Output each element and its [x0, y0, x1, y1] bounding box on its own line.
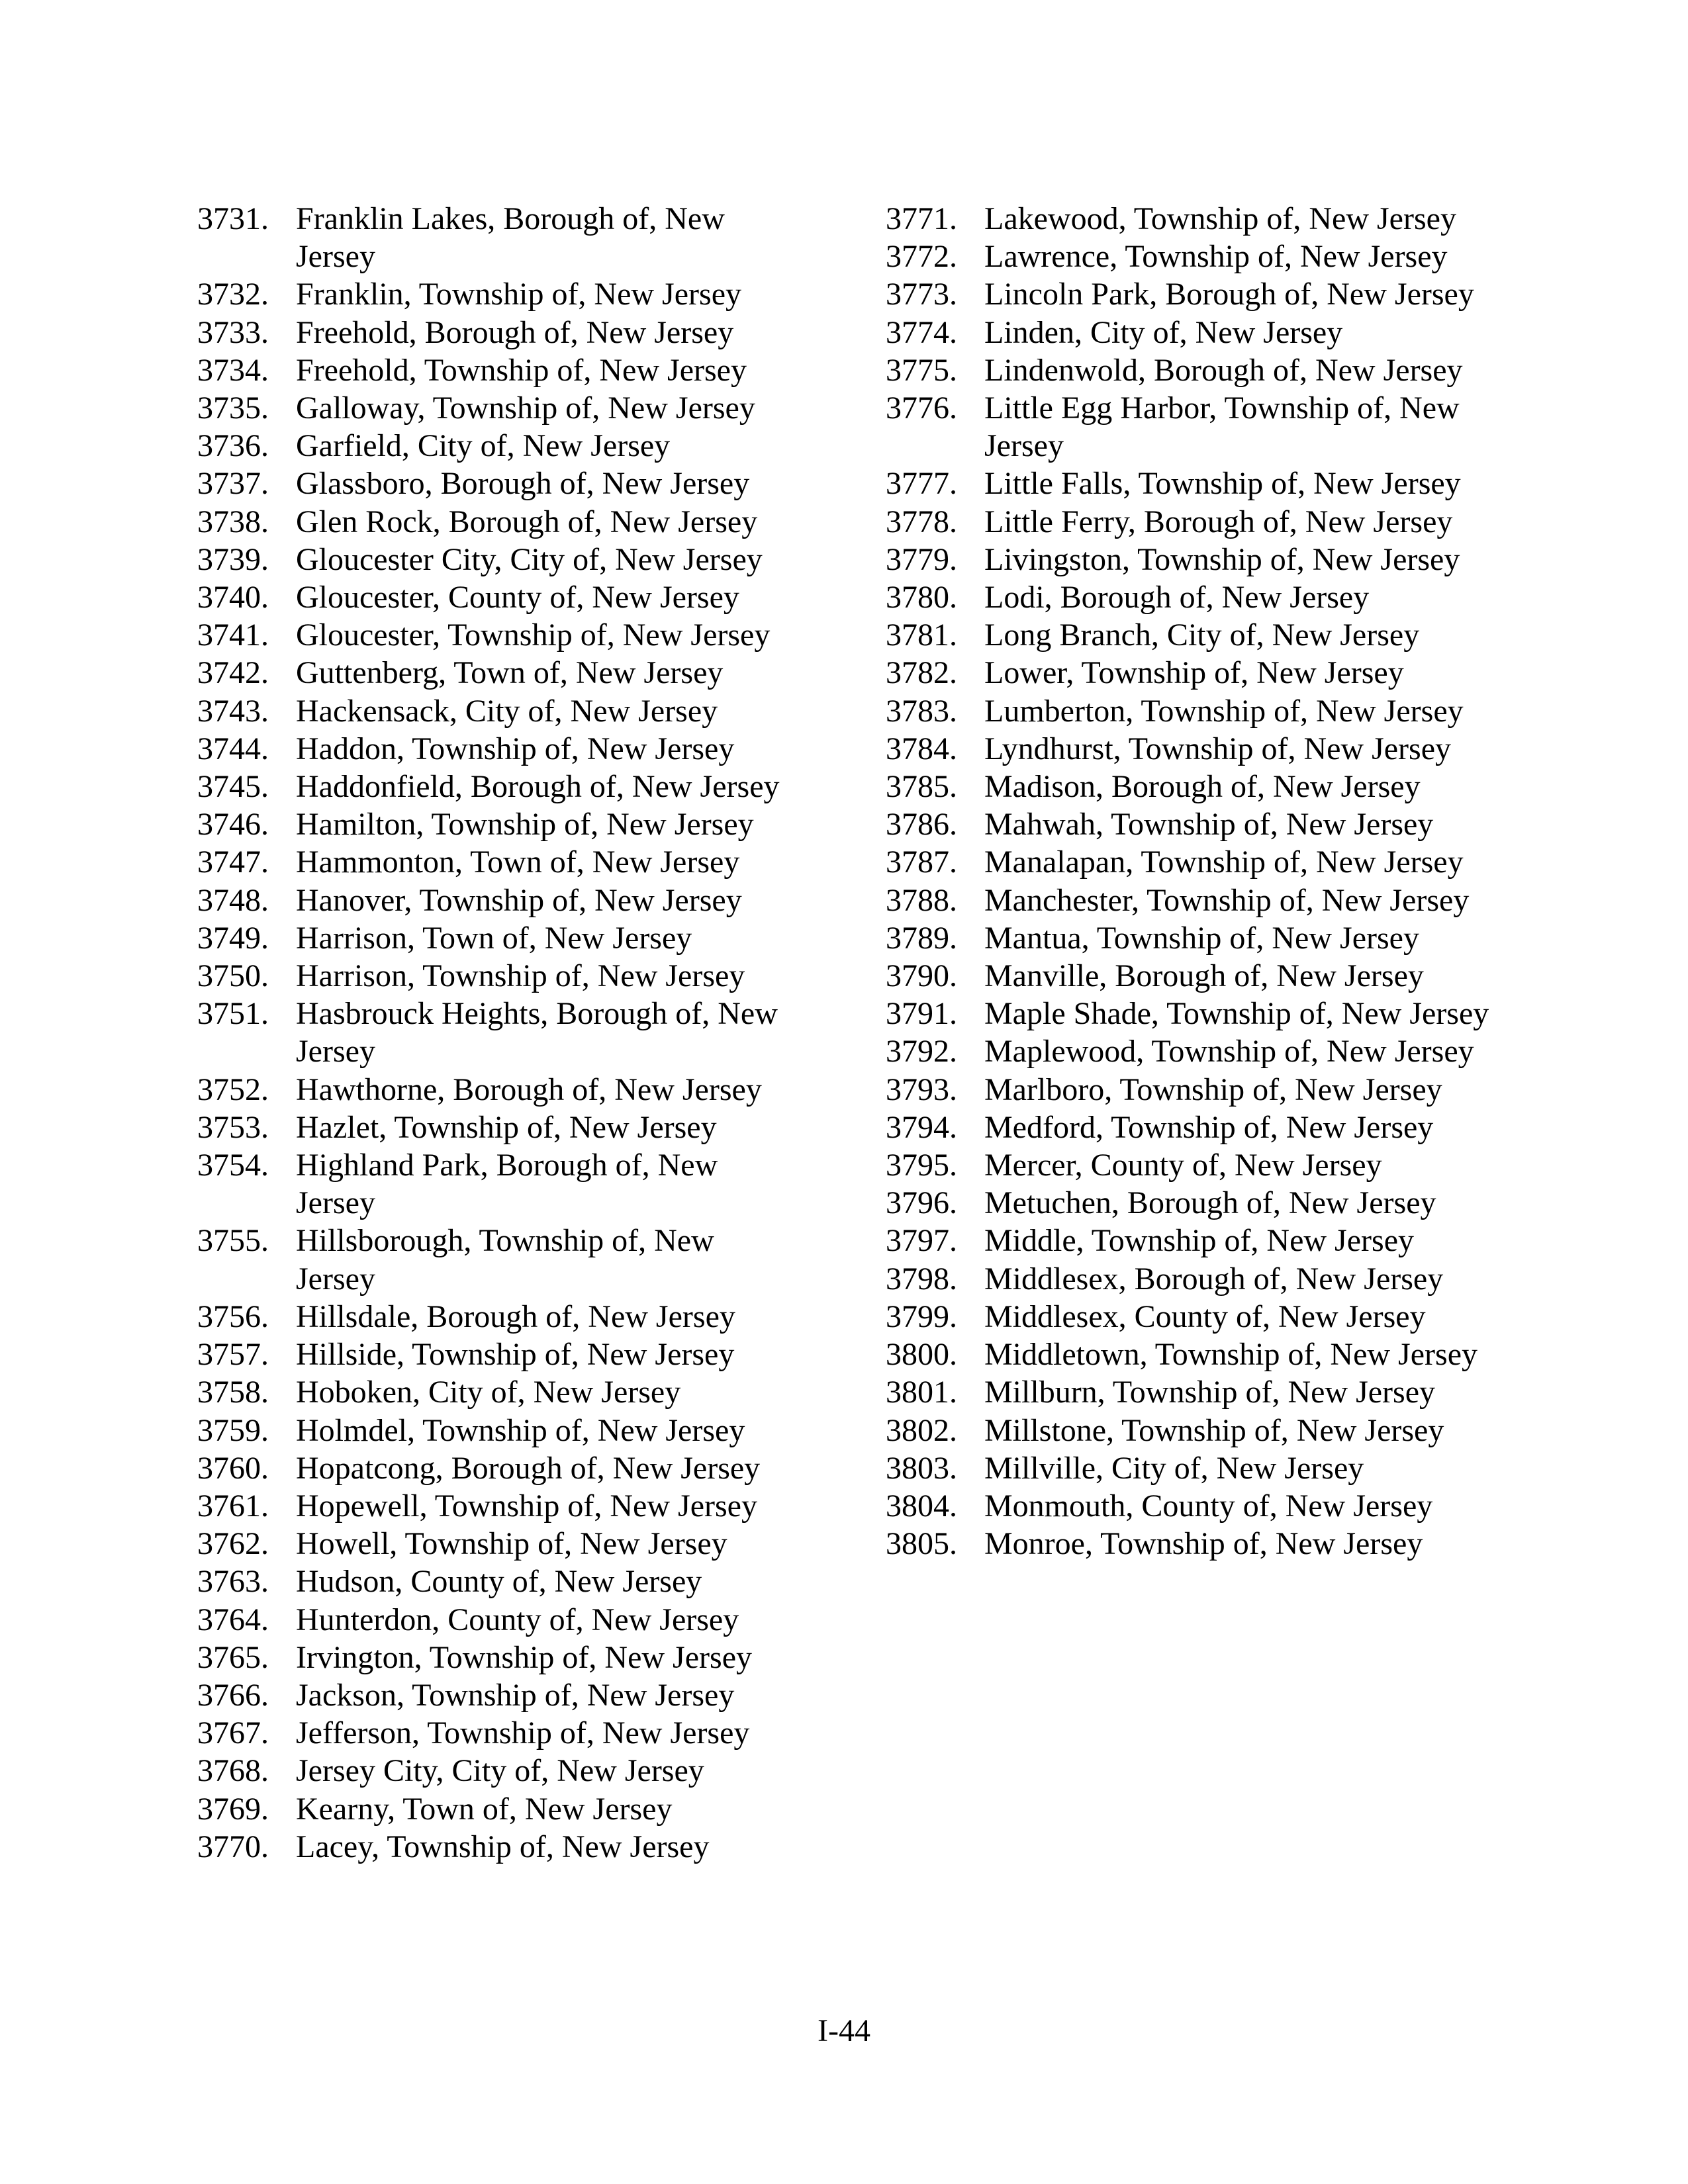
entry-name: Manalapan, Township of, New Jersey — [984, 844, 1464, 880]
entry-number: 3758. — [197, 1375, 269, 1410]
entry-name: Galloway, Township of, New Jersey — [296, 390, 755, 426]
entry-name: Hunterdon, County of, New Jersey — [296, 1602, 739, 1637]
entry-name: Hillsdale, Borough of, New Jersey — [296, 1298, 735, 1334]
entry-number: 3752. — [197, 1071, 269, 1107]
list-item — [197, 1336, 793, 1373]
entry-number: 3748. — [197, 882, 269, 918]
list-item — [197, 1222, 793, 1297]
entry-name: Little Ferry, Borough of, New Jersey — [984, 504, 1453, 539]
entry-name: Glassboro, Borough of, New Jersey — [296, 466, 750, 502]
entry-number: 3785. — [886, 769, 957, 805]
list-item — [197, 1298, 793, 1336]
entry-name: Lincoln Park, Borough of, New Jersey — [984, 277, 1474, 312]
entry-number: 3740. — [197, 580, 269, 615]
entry-number: 3736. — [197, 428, 269, 464]
entry-name: Long Branch, City of, New Jersey — [984, 617, 1420, 653]
list-item — [886, 1336, 1495, 1373]
entry-name: Gloucester, Township of, New Jersey — [296, 617, 771, 653]
entry-number: 3763. — [197, 1564, 269, 1600]
list-item — [197, 1525, 793, 1563]
entry-name: Middletown, Township of, New Jersey — [984, 1337, 1478, 1373]
entry-number: 3754. — [197, 1148, 269, 1183]
list-item — [197, 1146, 793, 1222]
list-item — [197, 730, 793, 768]
list-item — [197, 465, 793, 502]
list-item — [197, 1412, 793, 1449]
entry-name: Garfield, City of, New Jersey — [296, 428, 671, 464]
entry-name: Haddonfield, Borough of, New Jersey — [296, 769, 780, 805]
entry-number: 3793. — [886, 1071, 957, 1107]
list-item — [886, 351, 1495, 389]
entry-number: 3759. — [197, 1412, 269, 1448]
list-item — [197, 1714, 793, 1752]
list-item — [886, 541, 1495, 578]
entry-name: Lawrence, Township of, New Jersey — [984, 239, 1448, 275]
entry-number: 3747. — [197, 844, 269, 880]
entry-number: 3779. — [886, 541, 957, 577]
entry-name: Millstone, Township of, New Jersey — [984, 1412, 1444, 1448]
entry-number: 3776. — [886, 390, 957, 426]
entry-number: 3805. — [886, 1526, 957, 1562]
list-item — [886, 1487, 1495, 1525]
entry-number: 3773. — [886, 277, 957, 312]
entry-name: Glen Rock, Borough of, New Jersey — [296, 504, 758, 539]
entry-name: Linden, City of, New Jersey — [984, 314, 1343, 350]
entry-number: 3756. — [197, 1298, 269, 1334]
entry-name: Hopatcong, Borough of, New Jersey — [296, 1450, 761, 1486]
list-item — [197, 616, 793, 654]
list-item — [197, 1639, 793, 1676]
entry-name: Haddon, Township of, New Jersey — [296, 731, 735, 766]
entry-number: 3755. — [197, 1223, 269, 1259]
list-item — [886, 578, 1495, 616]
list-item — [886, 692, 1495, 730]
list-item — [197, 805, 793, 843]
list-item — [197, 843, 793, 881]
entry-number: 3764. — [197, 1602, 269, 1637]
entry-name: Manchester, Township of, New Jersey — [984, 882, 1470, 918]
entry-number: 3777. — [886, 466, 957, 502]
entry-name: Hudson, County of, New Jersey — [296, 1564, 702, 1600]
entry-name: Middlesex, Borough of, New Jersey — [984, 1261, 1444, 1297]
entry-number: 3797. — [886, 1223, 957, 1259]
entry-number: 3772. — [886, 239, 957, 275]
list-item — [886, 503, 1495, 541]
list-item — [886, 1222, 1495, 1259]
entry-number: 3749. — [197, 920, 269, 956]
entry-number: 3757. — [197, 1337, 269, 1373]
entry-number: 3790. — [886, 958, 957, 994]
entry-number: 3803. — [886, 1450, 957, 1486]
entry-number: 3799. — [886, 1298, 957, 1334]
list-item — [197, 995, 793, 1070]
list-item — [886, 995, 1495, 1032]
entry-number: 3743. — [197, 693, 269, 729]
list-item — [886, 465, 1495, 502]
entry-name: Harrison, Town of, New Jersey — [296, 920, 692, 956]
entry-name: Hasbrouck Heights, Borough of, New Jersey — [296, 996, 778, 1069]
entry-name: Franklin Lakes, Borough of, New Jersey — [296, 201, 725, 275]
entry-name: Mahwah, Township of, New Jersey — [984, 807, 1434, 842]
entry-name: Hazlet, Township of, New Jersey — [296, 1109, 717, 1145]
list-item — [886, 200, 1495, 238]
entry-name: Medford, Township of, New Jersey — [984, 1109, 1434, 1145]
entry-number: 3760. — [197, 1450, 269, 1486]
entry-name: Highland Park, Borough of, New Jersey — [296, 1148, 718, 1221]
entry-name: Mercer, County of, New Jersey — [984, 1148, 1382, 1183]
entry-number: 3746. — [197, 807, 269, 842]
entry-name: Hamilton, Township of, New Jersey — [296, 807, 754, 842]
list-item — [886, 1412, 1495, 1449]
entry-name: Irvington, Township of, New Jersey — [296, 1639, 752, 1675]
list-item — [197, 1676, 793, 1714]
entry-number: 3753. — [197, 1109, 269, 1145]
list-item — [197, 919, 793, 957]
entry-name: Monmouth, County of, New Jersey — [984, 1488, 1433, 1524]
entry-name: Freehold, Township of, New Jersey — [296, 352, 747, 388]
list-item — [197, 692, 793, 730]
entry-number: 3791. — [886, 996, 957, 1032]
entry-name: Franklin, Township of, New Jersey — [296, 277, 742, 312]
entry-name: Lakewood, Township of, New Jersey — [984, 201, 1456, 236]
entry-number: 3775. — [886, 352, 957, 388]
list-item — [197, 1563, 793, 1600]
entry-number: 3731. — [197, 201, 269, 236]
entry-name: Mantua, Township of, New Jersey — [984, 920, 1419, 956]
entry-number: 3796. — [886, 1185, 957, 1221]
entry-name: Millburn, Township of, New Jersey — [984, 1375, 1436, 1410]
list-item — [886, 314, 1495, 351]
entry-name: Gloucester City, City of, New Jersey — [296, 541, 763, 577]
list-item — [197, 351, 793, 389]
entry-name: Hammonton, Town of, New Jersey — [296, 844, 740, 880]
entry-number: 3798. — [886, 1261, 957, 1297]
entry-name: Manville, Borough of, New Jersey — [984, 958, 1424, 994]
list-item — [197, 578, 793, 616]
list-item — [886, 882, 1495, 919]
entry-name: Marlboro, Township of, New Jersey — [984, 1071, 1442, 1107]
entry-number: 3786. — [886, 807, 957, 842]
entry-name: Hackensack, City of, New Jersey — [296, 693, 718, 729]
entry-name: Lodi, Borough of, New Jersey — [984, 580, 1370, 615]
entry-number: 3788. — [886, 882, 957, 918]
entry-number: 3762. — [197, 1526, 269, 1562]
list-item — [886, 1449, 1495, 1487]
entry-number: 3783. — [886, 693, 957, 729]
entry-name: Lindenwold, Borough of, New Jersey — [984, 352, 1463, 388]
list-item — [197, 275, 793, 313]
entry-name: Gloucester, County of, New Jersey — [296, 580, 739, 615]
list-item — [886, 654, 1495, 692]
entry-number: 3789. — [886, 920, 957, 956]
entry-number: 3778. — [886, 504, 957, 539]
list-item — [886, 957, 1495, 995]
list-item — [886, 616, 1495, 654]
entry-name: Metuchen, Borough of, New Jersey — [984, 1185, 1436, 1221]
list-item — [197, 541, 793, 578]
entry-name: Little Egg Harbor, Township of, New Jersey — [984, 390, 1460, 464]
list-item — [886, 1260, 1495, 1298]
entry-name: Hawthorne, Borough of, New Jersey — [296, 1071, 762, 1107]
list-item — [886, 768, 1495, 805]
entry-name: Howell, Township of, New Jersey — [296, 1526, 727, 1562]
list-item — [886, 730, 1495, 768]
list-item — [197, 1487, 793, 1525]
entry-name: Kearny, Town of, New Jersey — [296, 1791, 673, 1827]
list-item — [197, 427, 793, 465]
entry-number: 3771. — [886, 201, 957, 236]
list-item — [197, 503, 793, 541]
entry-number: 3780. — [886, 580, 957, 615]
entry-number: 3732. — [197, 277, 269, 312]
entry-number: 3781. — [886, 617, 957, 653]
entry-number: 3737. — [197, 466, 269, 502]
entry-name: Lacey, Township of, New Jersey — [296, 1829, 710, 1864]
list-item — [197, 389, 793, 427]
list-item — [197, 1373, 793, 1411]
left-column — [197, 200, 793, 1866]
list-item — [886, 238, 1495, 275]
entry-number: 3782. — [886, 655, 957, 691]
list-item — [197, 1601, 793, 1639]
entry-name: Livingston, Township of, New Jersey — [984, 541, 1460, 577]
right-column — [886, 200, 1495, 1563]
entry-number: 3769. — [197, 1791, 269, 1827]
list-item — [197, 1828, 793, 1866]
list-item — [886, 805, 1495, 843]
entry-name: Hanover, Township of, New Jersey — [296, 882, 742, 918]
entry-number: 3741. — [197, 617, 269, 653]
list-item — [886, 389, 1495, 465]
list-item — [197, 1790, 793, 1828]
entry-number: 3733. — [197, 314, 269, 350]
entry-name: Guttenberg, Town of, New Jersey — [296, 655, 724, 691]
entry-number: 3766. — [197, 1677, 269, 1713]
entry-number: 3735. — [197, 390, 269, 426]
entry-name: Jackson, Township of, New Jersey — [296, 1677, 735, 1713]
entry-number: 3774. — [886, 314, 957, 350]
entry-number: 3739. — [197, 541, 269, 577]
list-item — [197, 1449, 793, 1487]
entry-name: Hopewell, Township of, New Jersey — [296, 1488, 757, 1524]
entry-name: Jefferson, Township of, New Jersey — [296, 1715, 750, 1751]
list-item — [197, 768, 793, 805]
list-item — [197, 1752, 793, 1790]
list-item — [886, 1071, 1495, 1109]
list-item — [886, 275, 1495, 313]
entry-name: Hoboken, City of, New Jersey — [296, 1375, 681, 1410]
entry-number: 3795. — [886, 1148, 957, 1183]
entry-number: 3750. — [197, 958, 269, 994]
entry-number: 3802. — [886, 1412, 957, 1448]
entry-name: Holmdel, Township of, New Jersey — [296, 1412, 745, 1448]
list-item — [886, 1184, 1495, 1222]
entry-name: Freehold, Borough of, New Jersey — [296, 314, 734, 350]
entry-name: Monroe, Township of, New Jersey — [984, 1526, 1423, 1562]
entry-name: Maple Shade, Township of, New Jersey — [984, 996, 1489, 1032]
list-item — [886, 843, 1495, 881]
entry-name: Little Falls, Township of, New Jersey — [984, 466, 1461, 502]
list-item — [197, 1109, 793, 1146]
entry-number: 3738. — [197, 504, 269, 539]
entry-name: Lumberton, Township of, New Jersey — [984, 693, 1464, 729]
page-number: I-44 — [818, 2013, 870, 2048]
list-item — [197, 1071, 793, 1109]
list-item — [197, 882, 793, 919]
entry-name: Middle, Township of, New Jersey — [984, 1223, 1415, 1259]
list-item — [886, 1298, 1495, 1336]
entry-name: Middlesex, County of, New Jersey — [984, 1298, 1426, 1334]
entry-name: Jersey City, City of, New Jersey — [296, 1753, 704, 1789]
entry-number: 3804. — [886, 1488, 957, 1524]
entry-number: 3792. — [886, 1034, 957, 1069]
entry-number: 3767. — [197, 1715, 269, 1751]
entry-number: 3787. — [886, 844, 957, 880]
entry-number: 3800. — [886, 1337, 957, 1373]
entry-name: Harrison, Township of, New Jersey — [296, 958, 745, 994]
entry-name: Maplewood, Township of, New Jersey — [984, 1034, 1474, 1069]
entry-number: 3801. — [886, 1375, 957, 1410]
entry-number: 3794. — [886, 1109, 957, 1145]
entry-name: Madison, Borough of, New Jersey — [984, 769, 1421, 805]
list-item — [197, 314, 793, 351]
entry-name: Lyndhurst, Township of, New Jersey — [984, 731, 1452, 766]
list-item — [886, 1146, 1495, 1184]
entry-name: Hillsborough, Township of, New Jersey — [296, 1223, 714, 1297]
list-item — [886, 1373, 1495, 1411]
entry-number: 3784. — [886, 731, 957, 766]
list-item — [197, 654, 793, 692]
list-item — [886, 919, 1495, 957]
list-item — [197, 957, 793, 995]
entry-number: 3742. — [197, 655, 269, 691]
entry-number: 3768. — [197, 1753, 269, 1789]
entry-number: 3751. — [197, 996, 269, 1032]
entry-number: 3744. — [197, 731, 269, 766]
list-item — [886, 1032, 1495, 1070]
entry-name: Lower, Township of, New Jersey — [984, 655, 1404, 691]
entry-number: 3770. — [197, 1829, 269, 1864]
entry-number: 3765. — [197, 1639, 269, 1675]
entry-number: 3761. — [197, 1488, 269, 1524]
entry-number: 3734. — [197, 352, 269, 388]
list-item — [886, 1109, 1495, 1146]
list-item — [197, 200, 793, 275]
entry-name: Hillside, Township of, New Jersey — [296, 1337, 735, 1373]
list-item — [886, 1525, 1495, 1563]
entry-number: 3745. — [197, 769, 269, 805]
entry-name: Millville, City of, New Jersey — [984, 1450, 1364, 1486]
